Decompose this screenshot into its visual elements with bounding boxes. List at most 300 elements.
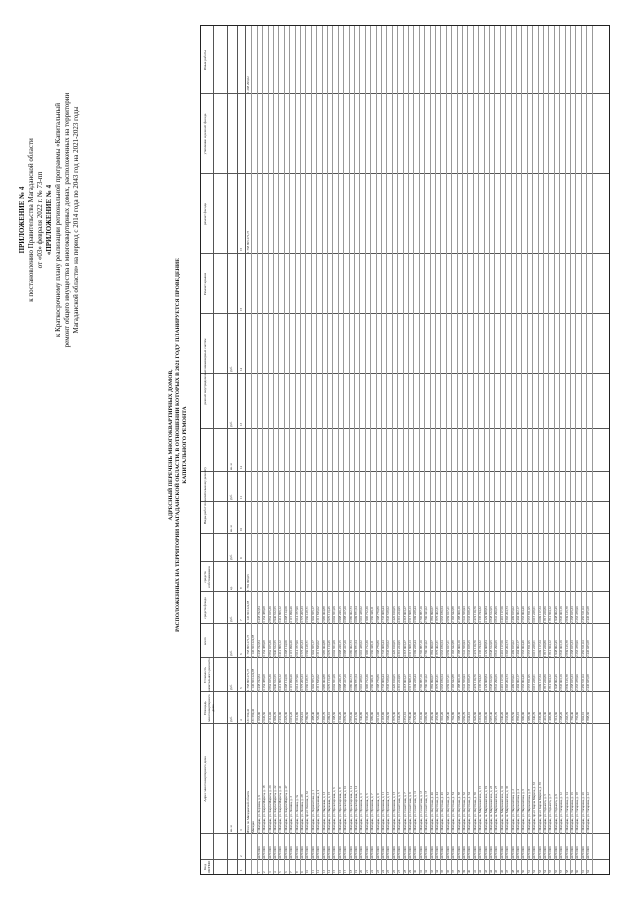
row-oktmo: 44701000 — [408, 846, 412, 859]
row-number: 34 — [435, 869, 439, 873]
row-cost: 2 563 904,40 — [521, 674, 526, 691]
row-fund: 2 193 642,88 — [451, 606, 456, 623]
row-total: 1 817 220,80 — [543, 640, 547, 657]
row-total: 3 560 128,71 — [305, 640, 310, 657]
row-address: г. Магадан, ул. Горького, д. 7 — [548, 794, 553, 833]
row-area: 1 898,60 — [586, 711, 591, 723]
row-oktmo: 44701000 — [310, 846, 315, 859]
row-fund: 3 401 117,50 — [499, 606, 504, 623]
row-cost: 2 641 556,93 — [462, 674, 466, 691]
row-oktmo: 44701000 — [348, 846, 353, 859]
row-area: 2 725,90 — [413, 711, 418, 723]
row-fund: 2 420 100,05 — [391, 606, 396, 623]
row-number: 54 — [543, 869, 547, 873]
column-header: средств фонда — [203, 597, 207, 619]
row-total: 2 263 478,90 — [575, 640, 580, 657]
row-address: г. Магадан, ул. Якутская, д. 46 — [440, 792, 445, 833]
row-number: 18 — [348, 869, 353, 873]
row-address: г. Магадан, ш. Марчеканское, д. 27 — [494, 785, 499, 833]
row-cost: 3 208 114,69 — [283, 674, 288, 691]
row-number: 46 — [499, 869, 504, 873]
row-area: 1 601,20 — [440, 711, 445, 723]
row-address: г. Магадан, ул. Карла Маркса, д. 18 — [262, 785, 267, 833]
row-number: 24 — [381, 869, 385, 873]
column-index: 14 — [239, 367, 243, 371]
header-line: ремонт общего имущества в многоквартирных домах, расположенных на территории — [63, 92, 71, 348]
row-address: г. Магадан, ул. Наровчатова, д. 4 — [516, 789, 520, 833]
row-area: 2 112,40 — [267, 711, 272, 723]
row-oktmo: 44701000 — [289, 846, 294, 859]
row-fund: 4 136 744,32 — [478, 606, 483, 623]
row-total: 4 136 744,32 — [478, 640, 483, 657]
row-cost: 2 970 113,46 — [327, 674, 331, 691]
row-area: 1 902,10 — [580, 711, 585, 723]
row-total: 3 154 388,08 — [262, 640, 267, 657]
row-number: 12 — [316, 869, 321, 873]
row-address: г. Магадан, ул. Пролетарская, д. 12 — [348, 785, 353, 833]
row-number: 21 — [364, 869, 369, 873]
row-divider — [484, 26, 485, 874]
row-cost: 2 420 100,05 — [391, 674, 396, 691]
appendix-title: ПРИЛОЖЕНИЕ № 4 — [18, 186, 26, 254]
row-total: 1 948 902,46 — [553, 640, 558, 657]
row-area: 1 984,70 — [273, 711, 277, 723]
row-area: 1 866,10 — [516, 711, 520, 723]
row-cost: 2 059 017,21 — [445, 674, 450, 691]
row-cost: 2 409 916,02 — [510, 674, 515, 691]
city-cost: 1 146 663 222,88 — [251, 668, 256, 691]
row-divider — [457, 26, 458, 874]
row-fund: 2 409 916,02 — [510, 606, 515, 623]
row-cost: 2 263 478,90 — [575, 674, 580, 691]
row-oktmo: 44701000 — [316, 846, 321, 859]
column-header: Адрес многоквартирного дома — [203, 756, 207, 802]
row-cost: 4 310 224,96 — [397, 674, 402, 691]
row-total: 2 557 811,95 — [526, 640, 531, 657]
row-address: г. Магадан, ул. Парковая, д. 15 — [327, 791, 331, 833]
row-fund: 3 208 114,69 — [283, 606, 288, 623]
row-number: 38 — [456, 869, 461, 873]
row-area: 1 698,30 — [456, 711, 461, 723]
row-fund: 3 412 806,12 — [278, 606, 283, 623]
column-index: 11 — [239, 495, 243, 499]
row-cost: 4 002 651,09 — [332, 674, 337, 691]
row-number: 52 — [532, 869, 537, 873]
row-address: г. Магадан, ул. Набережная, д. 9 — [316, 789, 321, 833]
row-area: 3 102,20 — [337, 711, 342, 723]
row-total: 3 517 608,13 — [408, 640, 412, 657]
row-divider — [376, 26, 377, 874]
row-oktmo: 44701000 — [510, 846, 515, 859]
row-oktmo: 44701000 — [505, 846, 510, 859]
row-total: 3 412 806,12 — [278, 640, 283, 657]
row-cost: 2 014 377,90 — [294, 674, 299, 691]
row-number: 62 — [586, 869, 591, 873]
row-cost: 4 129 008,84 — [483, 674, 488, 691]
row-cost: 1 948 902,46 — [553, 674, 558, 691]
row-address: г. Магадан, ул. Пушкина, д. 13 — [386, 791, 391, 833]
row-cost: 2 474 110,70 — [472, 674, 477, 691]
row-cost: 2 450 611,04 — [580, 674, 585, 691]
row-address: г. Магадан, ул. Советская, д. 13 — [418, 790, 423, 833]
row-area: 2 633,90 — [505, 711, 510, 723]
row-divider — [511, 26, 512, 874]
header-line: Магаданской области» на период с 2014 года по 2043 год на 2021-2023 годы — [72, 106, 80, 334]
row-number: 1 — [256, 871, 261, 873]
row-address: г. Магадан, ул. Карла Маркса, д. 41 — [278, 785, 283, 833]
total-area: 131 659,40 — [246, 708, 250, 723]
row-area: 3 108,50 — [332, 711, 337, 723]
column-header: ремонт внутридомовых инженерных систем — [203, 338, 207, 405]
unit-label: кв. м — [229, 463, 233, 470]
row-area: 2 640,20 — [499, 711, 504, 723]
row-total: 3 848 612,05 — [489, 640, 493, 657]
row-area: 1 540,80 — [359, 711, 364, 723]
row-total: 2 598 770,80 — [375, 640, 380, 657]
row-address: г. Магадан, ул. Ленина, д. 28 — [300, 794, 304, 833]
row-number: 48 — [510, 869, 515, 873]
row-oktmo: 44701000 — [499, 846, 504, 859]
row-fund: 1 996 712,30 — [364, 606, 369, 623]
header-line: к Краткосрочному плану реализации региональной программы «Капитальный — [54, 103, 62, 337]
row-divider — [538, 26, 539, 874]
row-number: 39 — [462, 869, 466, 873]
row-oktmo: 44701000 — [418, 846, 423, 859]
row-fund: 3 688 417,20 — [343, 606, 348, 623]
row-area: 2 981,70 — [494, 711, 499, 723]
column-header: Ремонт крыши — [203, 272, 207, 296]
row-oktmo: 44701000 — [359, 846, 364, 859]
row-total: 2 193 642,88 — [451, 640, 456, 657]
unit-label: руб. — [229, 684, 233, 690]
row-divider — [262, 26, 263, 874]
row-cost: 1 996 712,30 — [364, 674, 369, 691]
column-header: средств собственников — [203, 566, 211, 588]
row-divider — [489, 26, 490, 874]
row-number: 43 — [483, 869, 488, 873]
row-cost: 2 633 918,25 — [467, 674, 472, 691]
row-total: 2 474 110,70 — [472, 640, 477, 657]
row-oktmo: 44701000 — [537, 846, 542, 859]
row-cost: 3 688 417,20 — [343, 674, 348, 691]
row-number: 35 — [440, 869, 445, 873]
row-fund: 5 438 742,84 — [256, 606, 261, 623]
row-number: 60 — [575, 869, 580, 873]
row-oktmo: 44701000 — [343, 846, 348, 859]
row-number: 56 — [553, 869, 558, 873]
column-header: Код ОКТМО — [203, 860, 211, 874]
row-area: 2 305,70 — [321, 711, 326, 723]
row-total: 1 902 655,17 — [310, 640, 315, 657]
row-fund: 2 188 000,10 — [456, 606, 461, 623]
row-oktmo: 44701000 — [445, 846, 450, 859]
row-total: 2 001 438,62 — [359, 640, 364, 657]
row-total: 2 839 126,78 — [564, 640, 569, 657]
row-number: 49 — [516, 869, 520, 873]
row-fund: 2 268 015,33 — [570, 606, 574, 623]
row-oktmo: 44701000 — [548, 846, 553, 859]
row-fund: 2 706 887,10 — [418, 606, 423, 623]
row-area: 2 730,40 — [408, 711, 412, 723]
row-oktmo: 44701000 — [424, 846, 429, 859]
row-total: 3 099 871,54 — [354, 640, 358, 657]
row-fund: 1 882 990,67 — [429, 606, 434, 623]
row-address: г. Магадан, ул. Берзина, д. 9 — [256, 795, 261, 833]
row-address: г. Магадан, ул. Пролетарская, д. 8 — [337, 787, 342, 833]
row-total: 2 404 002,17 — [516, 640, 520, 657]
row-address: г. Магадан, ул. Якутская, д. 58 — [456, 792, 461, 833]
row-fund: 2 263 478,90 — [575, 606, 580, 623]
total-label: Итого по Магаданской области — [246, 790, 250, 833]
row-divider — [284, 26, 285, 874]
row-number: 40 — [467, 869, 472, 873]
row-fund: 1 876 402,31 — [435, 606, 439, 623]
row-address: г. Магадан, ул. Гагарина, д. 12 — [559, 792, 564, 833]
row-address: г. Магадан, ул. Лермонтова, д. 1 — [310, 789, 315, 833]
row-oktmo: 44701000 — [467, 846, 472, 859]
row-address: г. Магадан, ш. Марчеканское, д. 35 — [505, 785, 510, 833]
row-area: 2 336,00 — [537, 711, 542, 723]
row-area: 1 455,80 — [435, 711, 439, 723]
row-cost: 2 706 887,10 — [418, 674, 423, 691]
row-cost: 5 438 742,84 — [256, 674, 261, 691]
row-total: 2 188 000,10 — [456, 640, 461, 657]
unit-label: руб. — [229, 494, 233, 500]
row-address: г. Магадан, ул. Гагарина, д. 18 — [575, 792, 580, 833]
city-label: Магадан — [251, 821, 256, 833]
row-cost: 1 882 990,67 — [429, 674, 434, 691]
row-oktmo: 44701000 — [327, 846, 331, 859]
row-fund: 3 560 128,71 — [305, 606, 310, 623]
row-address: г. Магадан, ул. Пушкина, д. 7 — [370, 793, 375, 833]
row-number: 33 — [429, 869, 434, 873]
row-number: 59 — [570, 869, 574, 873]
row-total: 1 812 664,12 — [548, 640, 553, 657]
row-divider — [354, 26, 355, 874]
row-oktmo: 44701000 — [494, 846, 499, 859]
row-divider — [343, 26, 344, 874]
total-other: 1 782 096,05 — [246, 574, 250, 591]
row-fund: 1 817 220,80 — [543, 606, 547, 623]
row-oktmo: 44701000 — [283, 846, 288, 859]
row-number: 26 — [391, 869, 396, 873]
row-divider — [251, 26, 252, 874]
row-number: 14 — [327, 869, 331, 873]
row-total: 3 401 117,50 — [499, 640, 504, 657]
row-address: г. Магадан, ул. Пролетарская, д. 10 — [343, 785, 348, 833]
column-index: 9 — [239, 557, 243, 559]
row-cost: 3 848 612,05 — [489, 674, 493, 691]
column-index: 16 — [239, 247, 243, 251]
row-number: 19 — [354, 869, 358, 873]
column-index: 2 — [239, 855, 243, 857]
row-total: 2 706 887,10 — [418, 640, 423, 657]
row-total: 2 560 349,11 — [370, 640, 375, 657]
row-total: 2 063 180,54 — [440, 640, 445, 657]
row-cost: 2 311 846,02 — [316, 674, 321, 691]
row-number: 32 — [424, 869, 429, 873]
row-fund: 1 812 664,12 — [548, 606, 553, 623]
row-number: 5 — [278, 871, 283, 873]
document-header — [18, 40, 81, 400]
row-area: 3 210,90 — [478, 711, 483, 723]
row-area: 2 431,00 — [278, 711, 283, 723]
row-cost: 2 557 811,95 — [526, 674, 531, 691]
row-total: 2 700 341,02 — [424, 640, 429, 657]
total-cost: 1 768 805 271,73 — [246, 634, 250, 657]
row-fund: 4 115 990,40 — [289, 606, 294, 623]
row-cost: 3 099 871,54 — [354, 674, 358, 691]
row-divider — [435, 26, 436, 874]
row-divider — [532, 26, 533, 874]
row-area: 2 096,60 — [424, 711, 429, 723]
row-number: 41 — [472, 869, 477, 873]
row-address: г. Магадан, ул. Якутская, д. 54 — [451, 792, 456, 833]
row-cost: 2 700 341,02 — [424, 674, 429, 691]
row-number: 57 — [559, 869, 564, 873]
row-area: 2 050,70 — [462, 711, 466, 723]
row-address: г. Магадан, ул. Гагарина, д. 14 — [564, 792, 569, 833]
column-index: 10 — [239, 527, 243, 531]
row-area: 2 046,50 — [262, 711, 267, 723]
row-total: 5 438 742,84 — [256, 640, 261, 657]
row-oktmo: 44701000 — [364, 846, 369, 859]
row-number: 20 — [359, 869, 364, 873]
row-cost: 3 560 128,71 — [305, 674, 310, 691]
row-address: г. Магадан, ул. Якутская, д. 44 — [435, 792, 439, 833]
row-oktmo: 44701000 — [451, 846, 456, 859]
row-oktmo: 44701000 — [375, 846, 380, 859]
row-fund: 2 633 918,25 — [467, 606, 472, 623]
row-area: 2 203,70 — [564, 711, 569, 723]
row-number: 25 — [386, 869, 391, 873]
row-divider — [365, 26, 366, 874]
row-fund: 3 517 608,13 — [408, 606, 412, 623]
header-divider — [237, 26, 238, 874]
row-divider — [397, 26, 398, 874]
row-oktmo: 44701000 — [262, 846, 267, 859]
row-oktmo: 44701000 — [370, 846, 375, 859]
row-fund: 2 862 015,30 — [267, 606, 272, 623]
column-index: 1 — [239, 869, 243, 871]
row-divider — [494, 26, 495, 874]
row-number: 58 — [564, 869, 569, 873]
row-cost: 2 845 518,62 — [386, 674, 391, 691]
row-divider — [462, 26, 463, 874]
header-line: к постановлению Правительства Магаданской области — [27, 138, 35, 302]
row-divider — [521, 26, 522, 874]
row-oktmo: 44701000 — [300, 846, 304, 859]
row-fund: 2 733 009,44 — [381, 606, 385, 623]
row-address: г. Магадан, ул. Якутская, д. 62 — [462, 792, 466, 833]
row-total: 2 268 015,33 — [570, 640, 574, 657]
row-oktmo: 44701000 — [386, 846, 391, 859]
row-number: 31 — [418, 869, 423, 873]
row-divider — [305, 26, 306, 874]
title-line: АДРЕСНЫЙ ПЕРЕЧЕНЬ МНОГОКВАРТИРНЫХ ДОМОВ, — [168, 369, 174, 521]
row-address: г. Магадан, пр-кт Ленина, д. 32 — [305, 791, 310, 833]
total-extra: 1 298 296,02 — [246, 76, 250, 93]
row-fund: 2 598 770,80 — [375, 606, 380, 623]
row-fund: 2 014 377,90 — [294, 606, 299, 623]
row-fund: 1 902 655,17 — [310, 606, 315, 623]
address-table — [200, 25, 610, 875]
row-cost: 1 876 402,31 — [435, 674, 439, 691]
row-divider — [268, 26, 269, 874]
row-address: г. Магадан, ул. Наровчатова, д. 8 — [526, 789, 531, 833]
row-address: г. Магадан, ул. Советская, д. 9 — [408, 792, 412, 833]
row-number: 42 — [478, 869, 483, 873]
row-cost: 1 817 220,80 — [543, 674, 547, 691]
row-oktmo: 44701000 — [516, 846, 520, 859]
row-address: г. Магадан, ул. Пушкина, д. 9 — [375, 793, 380, 833]
row-area: 3 351,10 — [402, 711, 407, 723]
row-total: 2 633 918,25 — [467, 640, 472, 657]
row-fund: 3 015 228,61 — [532, 606, 537, 623]
row-oktmo: 44701000 — [580, 846, 585, 859]
row-area: 2 011,40 — [375, 711, 380, 723]
row-cost: 2 188 000,10 — [456, 674, 461, 691]
row-number: 3 — [267, 871, 272, 873]
row-address: г. Магадан, пр-кт Карла Маркса, д. 35 — [537, 782, 542, 833]
row-cost: 3 401 117,50 — [499, 674, 504, 691]
row-cost: 3 998 240,15 — [337, 674, 342, 691]
row-oktmo: 44701000 — [478, 846, 483, 859]
row-address: г. Магадан, ул. Советская, д. 7 — [402, 792, 407, 833]
row-number: 22 — [370, 869, 375, 873]
unit-label: руб. — [229, 716, 233, 722]
row-cost: 1 812 664,12 — [548, 674, 553, 691]
row-divider — [419, 26, 420, 874]
row-number: 45 — [494, 869, 499, 873]
row-cost: 3 393 204,73 — [505, 674, 510, 691]
header-line: от «03» февраля 2022 г. № 73-пп — [36, 171, 44, 269]
total-fund: 1 146 663 222,88 — [246, 600, 250, 623]
row-oktmo: 44701000 — [332, 846, 337, 859]
row-fund: 3 509 228,44 — [413, 606, 418, 623]
row-area: 2 340,70 — [532, 711, 537, 723]
row-number: 17 — [343, 869, 348, 873]
row-area: 3 205,30 — [483, 711, 488, 723]
row-cost: 2 733 009,44 — [381, 674, 385, 691]
row-area: 2 044,10 — [467, 711, 472, 723]
row-total: 3 509 228,44 — [413, 640, 418, 657]
row-divider — [446, 26, 447, 874]
row-number: 28 — [402, 869, 407, 873]
row-divider — [278, 26, 279, 874]
row-area: 3 344,70 — [397, 711, 402, 723]
row-number: 8 — [294, 871, 299, 873]
row-cost: 1 902 655,17 — [310, 674, 315, 691]
row-total: 2 014 377,90 — [294, 640, 299, 657]
row-area: 1 720,00 — [316, 711, 321, 723]
title-line: КАПИТАЛЬНОГО РЕМОНТА — [182, 406, 188, 484]
row-address: г. Магадан, ул. Парковая, д. 13 — [321, 791, 326, 833]
unit-label: руб. — [229, 421, 233, 427]
row-total: 3 680 002,73 — [348, 640, 353, 657]
row-number: 29 — [408, 869, 412, 873]
row-divider — [516, 26, 517, 874]
row-cost: 3 680 002,73 — [348, 674, 353, 691]
row-total: 4 310 224,96 — [397, 640, 402, 657]
row-cost: 4 115 990,40 — [289, 674, 294, 691]
column-index: 13 — [239, 422, 243, 426]
row-divider — [322, 26, 323, 874]
row-cost: 3 517 608,13 — [408, 674, 412, 691]
row-total: 4 129 008,84 — [483, 640, 488, 657]
row-fund: 2 557 811,95 — [526, 606, 531, 623]
row-divider — [500, 26, 501, 874]
